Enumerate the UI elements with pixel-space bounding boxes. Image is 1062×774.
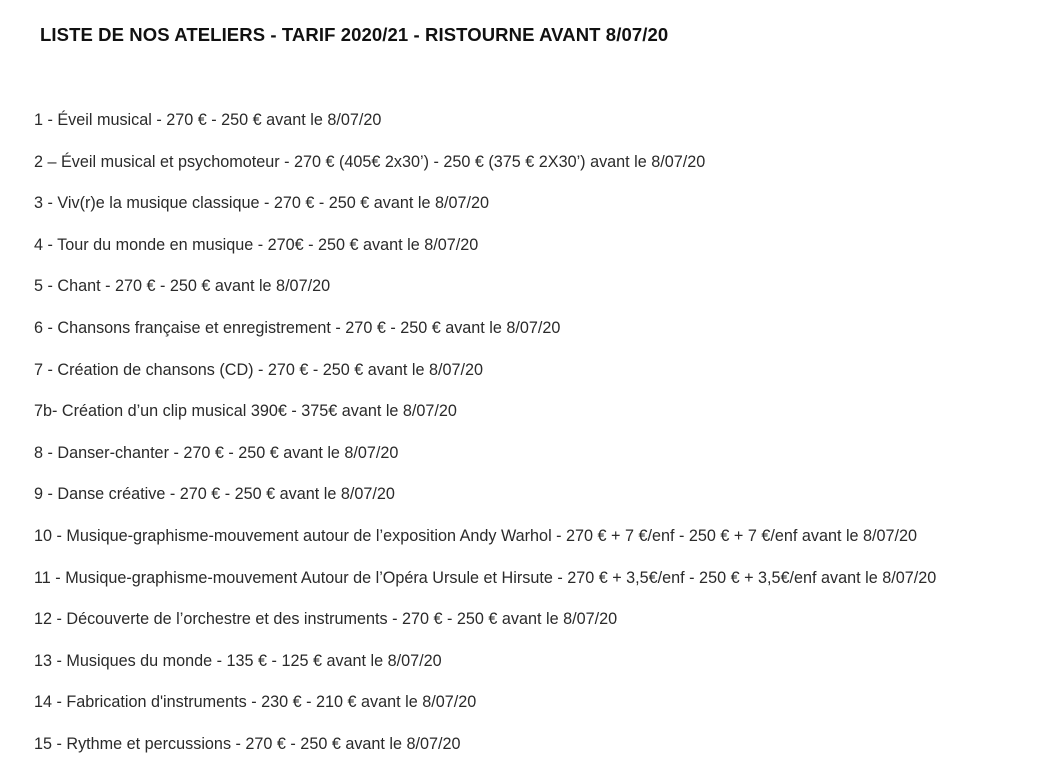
atelier-item-4: 4 - Tour du monde en musique - 270€ - 250 € avant le 8/07/20 (34, 235, 479, 254)
atelier-item-7b: 7b- Création d’un clip musical 390€ - 375€ avant le 8/07/20 (34, 402, 457, 421)
atelier-item-7: 7 - Création de chansons (CD) - 270 € - 250 € avant le 8/07/20 (34, 360, 484, 379)
atelier-item-15: 15 - Rythme et percussions - 270 € - 250 € avant le 8/07/20 (34, 734, 461, 753)
atelier-item-6: 6 - Chansons française et enregistrement - 270 € - 250 € avant le 8/07/20 (34, 318, 561, 337)
page-title: LISTE DE NOS ATELIERS - TARIF 2020/21 - RISTOURNE AVANT 8/07/20 (40, 24, 669, 45)
atelier-item-8: 8 - Danser-chanter - 270 € - 250 € avant le 8/07/20 (34, 443, 399, 462)
atelier-item-13: 13 - Musiques du monde - 135 € - 125 € avant le 8/07/20 (34, 651, 442, 670)
atelier-item-3: 3 - Viv(r)e la musique classique - 270 € - 250 € avant le 8/07/20 (34, 194, 490, 213)
atelier-item-14: 14 - Fabrication d'instruments - 230 € - 210 € avant le 8/07/20 (34, 693, 477, 712)
atelier-item-12: 12 - Découverte de l’orchestre et des instruments - 270 € - 250 € avant le 8/07/20 (34, 610, 618, 629)
atelier-item-5: 5 - Chant - 270 € - 250 € avant le 8/07/20 (34, 277, 331, 296)
atelier-item-2: 2 – Éveil musical et psychomoteur - 270 € (405€ 2x30’) - 250 € (375 € 2X30’) avant le 8/07/20 (34, 152, 706, 171)
atelier-item-9: 9 - Danse créative - 270 € - 250 € avant le 8/07/20 (34, 485, 395, 504)
atelier-item-1: 1 - Éveil musical - 270 € - 250 € avant le 8/07/20 (34, 111, 382, 129)
atelier-list (34, 108, 936, 774)
atelier-item-10: 10 - Musique-graphisme-mouvement autour de l’exposition Andy Warhol - 270 € + 7 €/enf - 250 € + 7 €/enf avant le 8/07/20 (34, 526, 918, 545)
atelier-item-11: 11 - Musique-graphisme-mouvement Autour de l’Opéra Ursule et Hirsute - 270 € + 3,5€/enf - 250 € + 3,5€/enf avant le 8/07/20 (34, 568, 937, 587)
